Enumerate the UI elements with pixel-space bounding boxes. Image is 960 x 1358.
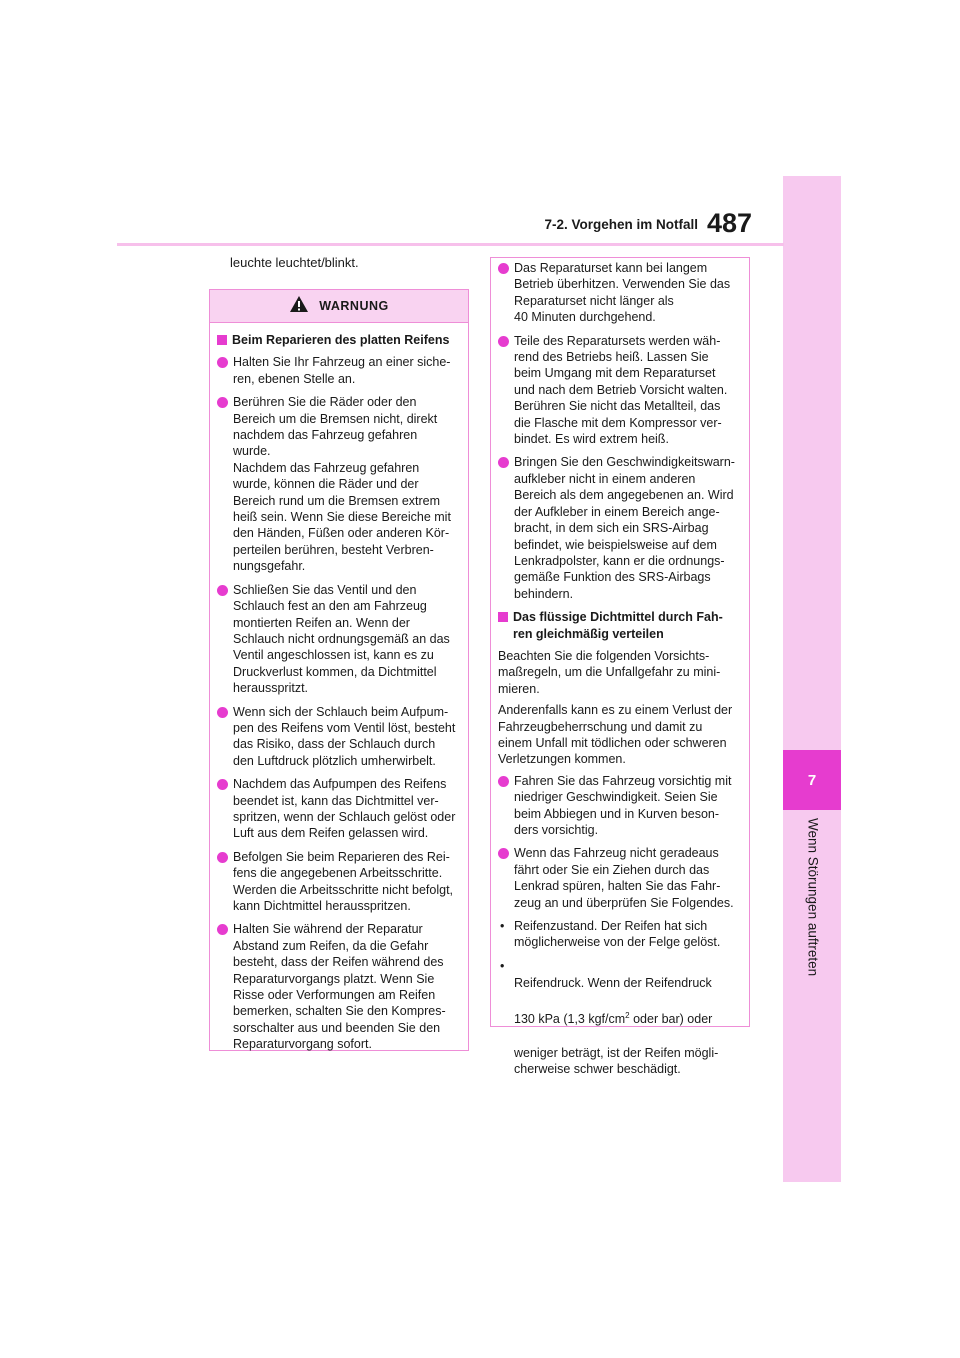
sub-list-item-text xyxy=(514,958,745,1094)
superscript: 2 xyxy=(625,1010,630,1020)
warning-title: WARNUNG xyxy=(319,299,389,313)
list-item xyxy=(217,849,464,915)
square-bullet-icon xyxy=(498,612,508,622)
warning-heading xyxy=(217,332,464,348)
warning-header xyxy=(210,290,468,323)
list-item-text: Fahren Sie das Fahrzeug vorsichtig mit niedriger Geschwindigkeit. Seien Sie beim Abbiegen und in Kurven beson- ders vorsichtig. xyxy=(514,773,732,837)
list-item-text: Berühren Sie die Räder oder den Bereich um die Bremsen nicht, direkt nachdem das Fahrzeug gefahren wurde. Nachdem das Fahrzeug gefahren wurde, können die Räder und der Bereich rund um die Bremsen extrem heiß sein. Wenn Sie diese Bereiche mit den Händen, Füßen oder anderen Kör- perteilen berühren, besteht Verbren- nungsgefahr. xyxy=(233,395,451,574)
warning-triangle-icon xyxy=(289,295,309,318)
chapter-number-tab: 7 xyxy=(783,750,841,810)
paragraph: Beachten Sie die folgenden Vorsichts- maßregeln, um die Unfallgefahr zu mini- mieren. xyxy=(498,648,721,696)
list-item-text: Befolgen Sie beim Reparieren des Rei- fens die angegebenen Arbeitsschritte. Werden die Arbeitsschritte nicht befolgt, kann Dichtmittel herausspritzen. xyxy=(233,849,454,913)
sub-bullet-marker: • xyxy=(500,919,505,934)
square-bullet-icon xyxy=(217,335,227,345)
circle-bullet-icon xyxy=(498,457,509,468)
circle-bullet-icon xyxy=(498,263,509,274)
section-title: 7-2. Vorgehen im Notfall xyxy=(544,217,698,232)
list-item-text: Wenn das Fahrzeug nicht geradeaus fährt oder Sie ein Ziehen durch das Lenkrad spüren, halten Sie das Fahr- zeug an und überprüfen Sie Folgendes. xyxy=(514,846,734,910)
list-item xyxy=(217,704,464,770)
paragraph: Anderenfalls kann es zu einem Verlust der Fahrzeugbeherrschung und damit zu einem Unfall mit tödlichen oder schweren Verletzungen kommen. xyxy=(498,703,733,767)
list-item xyxy=(217,582,464,697)
list-item-text: Nachdem das Aufpumpen des Reifens beendet ist, kann das Dichtmittel ver- spritzen, wenn der Schlauch gelöst oder Luft aus dem Reifen gelassen wird. xyxy=(233,777,456,841)
warning-content-continued xyxy=(491,258,749,1094)
sub-text-line: Reifendruck. Wenn der Reifendruck xyxy=(514,976,712,991)
sub-list-item xyxy=(498,918,745,951)
warning-box xyxy=(209,289,469,1051)
list-item xyxy=(217,921,464,1052)
chapter-title-vertical xyxy=(802,818,824,988)
list-item xyxy=(217,354,464,387)
chapter-title: Wenn Störungen auftreten xyxy=(805,818,821,977)
header-divider xyxy=(117,243,784,246)
sub-text-line xyxy=(514,1010,745,1029)
chapter-side-tab xyxy=(783,176,841,1182)
pressure-suffix: oder bar) oder xyxy=(629,1011,713,1026)
pressure-value: 130 kPa (1,3 kgf/cm xyxy=(514,1011,626,1026)
list-item xyxy=(498,260,745,326)
list-item xyxy=(498,773,745,839)
list-item xyxy=(498,845,745,911)
list-item-text: Teile des Reparatursets werden wäh- rend des Betriebs heiß. Lassen Sie beim Umgang mit dem Reparaturset und nach dem Betrieb Vorsicht walten. Berühren Sie nicht das Metallteil, das die Flasche mit dem Kompressor ver- bindet. Es wird extrem heiß. xyxy=(514,333,728,447)
circle-bullet-icon xyxy=(217,397,228,408)
circle-bullet-icon xyxy=(498,776,509,787)
section-heading xyxy=(498,609,745,642)
circle-bullet-icon xyxy=(217,779,228,790)
list-item-text: Schließen Sie das Ventil und den Schlauch fest an den am Fahrzeug montierten Reifen an. Wenn der Schlauch nicht ordnungsgemäß an das Ventil angeschlossen ist, kann es zu Druckverlust kommen, da Dichtmittel herausspritzt. xyxy=(233,582,450,696)
warning-content xyxy=(210,323,468,1053)
list-item-text: Halten Sie während der Reparatur Abstand zum Reifen, da die Gefahr besteht, dass der Reifen während des Reparaturvorgangs platzt. Wenn Sie Risse oder Verformungen am Reifen bemerken, schalten Sie den Kompres- sorschalter aus und beenden Sie den Reparaturvorgang sofort. xyxy=(233,922,446,1052)
circle-bullet-icon xyxy=(217,924,228,935)
warning-heading-text: Beim Reparieren des platten Reifens xyxy=(232,333,450,347)
warning-box-continued xyxy=(490,257,750,1077)
circle-bullet-icon xyxy=(217,585,228,596)
circle-bullet-icon xyxy=(217,707,228,718)
list-item xyxy=(498,333,745,448)
intro-text: leuchte leuchtet/blinkt. xyxy=(230,255,359,270)
list-item xyxy=(217,776,464,842)
list-item-text: Das Reparaturset kann bei langem Betrieb überhitzen. Verwenden Sie das Reparaturset nicht länger als 40 Minuten durchgehend. xyxy=(514,261,731,325)
circle-bullet-icon xyxy=(498,848,509,859)
circle-bullet-icon xyxy=(217,852,228,863)
page-number: 487 xyxy=(707,208,753,238)
list-item xyxy=(498,454,745,602)
list-item-text: Wenn sich der Schlauch beim Aufpum- pen des Reifens vom Ventil löst, besteht das Risiko, dass der Schlauch durch den Luftdruck plötzlich umherwirbelt. xyxy=(233,704,456,768)
section-heading-text: Das flüssige Dichtmittel durch Fah- ren gleichmäßig verteilen xyxy=(513,610,723,641)
list-item xyxy=(217,394,464,574)
sub-list-item-text: Reifenzustand. Der Reifen hat sich möglicherweise von der Felge gelöst. xyxy=(514,919,721,950)
list-item-text: Bringen Sie den Geschwindigkeitswarn- aufkleber nicht in einem anderen Bereich als dem angegebenen an. Wird der Aufkleber in einem Bereich ange- bracht, in dem sich ein SRS-Airbag befindet, wie beispielsweise auf dem Lenkradpolster, kann er die ordnungs- gemäße Funktion des SRS-Airbags behindern. xyxy=(514,455,735,601)
sub-bullet-marker: • xyxy=(500,958,505,973)
circle-bullet-icon xyxy=(498,336,509,347)
sub-list-item xyxy=(498,958,745,1094)
list-item-text: Halten Sie Ihr Fahrzeug an einer siche- ren, ebenen Stelle an. xyxy=(233,355,451,386)
circle-bullet-icon xyxy=(217,357,228,368)
sub-text-rest: weniger beträgt, ist der Reifen mögli- cherweise schwer beschädigt. xyxy=(514,1046,719,1077)
